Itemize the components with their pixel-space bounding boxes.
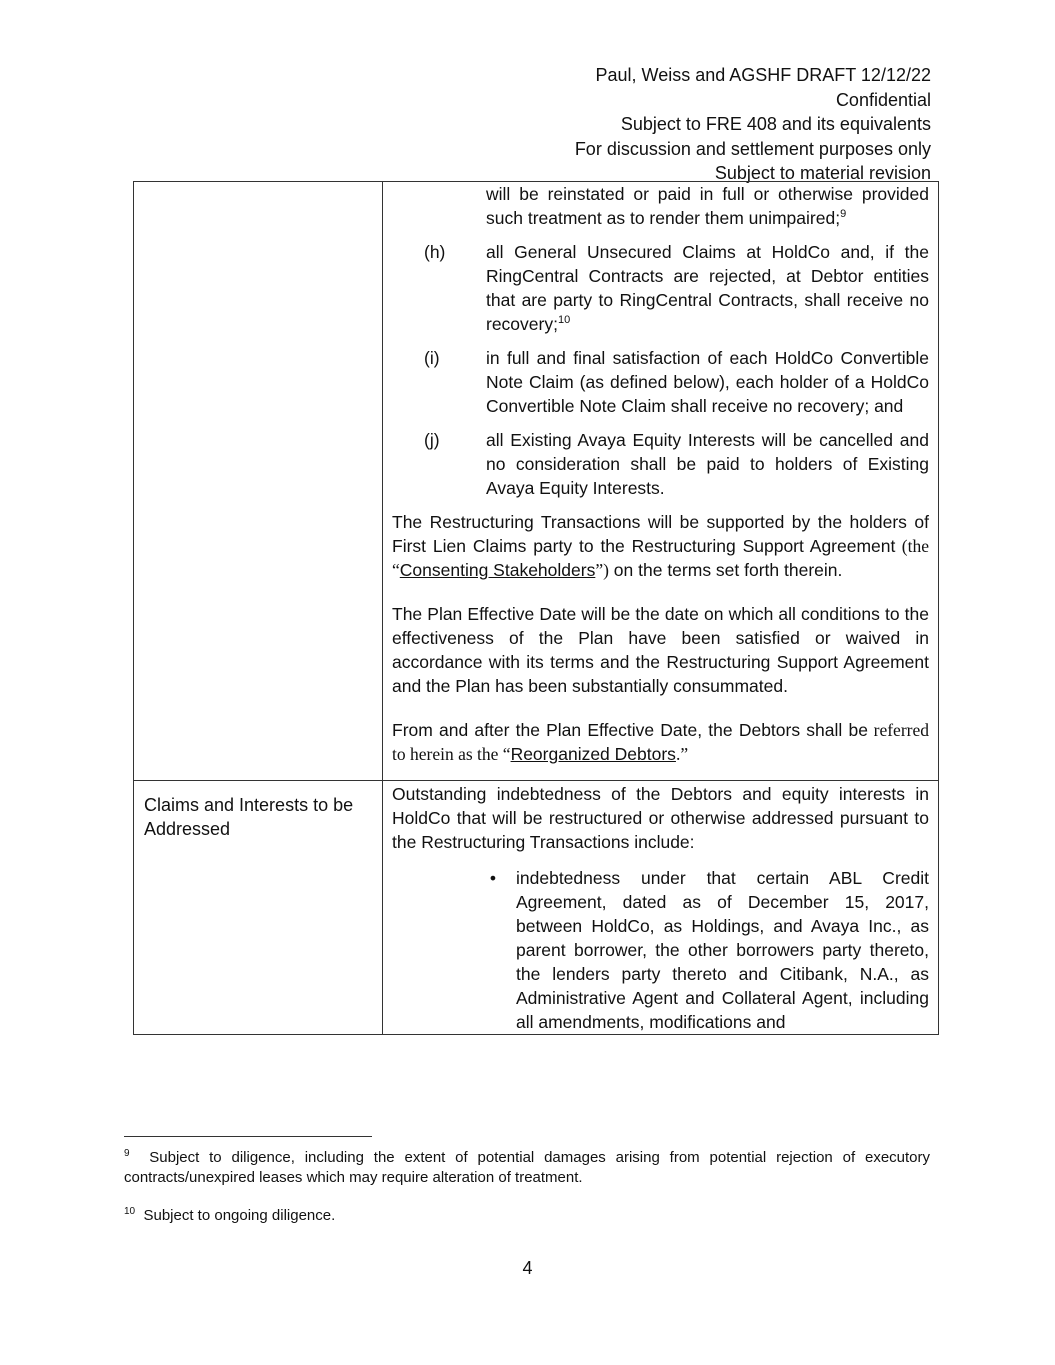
row2-label-cell bbox=[134, 781, 383, 1035]
item-marker: (j) bbox=[424, 430, 440, 450]
draft-line: Paul, Weiss and AGSHF DRAFT 12/12/22 bbox=[595, 65, 931, 85]
row2-content-cell bbox=[383, 781, 939, 1035]
confidential-line: Confidential bbox=[835, 89, 931, 110]
item-marker: (h) bbox=[424, 242, 446, 262]
continued-item: will be reinstated or paid in full or otherwise provided such treatment as to render them unimpaired;$^9$ bbox=[486, 184, 929, 228]
item-text: all Existing Avaya Equity Interests will be cancelled and no consideration shall be paid to holders of Existing Avaya Equity Interests. bbox=[486, 430, 929, 498]
reorganized-debtors-paragraph: From and after the Plan Effective Date, the Debtors shall be referred to herein as the “Reorganized Debtors.” bbox=[392, 720, 929, 764]
footnote: $^{10}$ Subject to ongoing diligence. bbox=[124, 1206, 336, 1224]
term-sheet-table bbox=[133, 181, 939, 1035]
footnotes bbox=[124, 1148, 930, 1244]
item-text: in full and final satisfaction of each HoldCo Convertible Note Claim (as defined below), each holder of a HoldCo Convertible Note Claim shall receive no recovery; and bbox=[486, 348, 929, 416]
settlement-line: For discussion and settlement purposes only bbox=[574, 138, 931, 159]
fre-line: Subject to FRE 408 and its equivalents bbox=[620, 114, 931, 134]
row1-content-cell bbox=[383, 182, 939, 781]
revision-line: Subject to material revision bbox=[714, 163, 931, 183]
footnote: $^9$ Subject to diligence, including the extent of potential damages arising from potential rejection of executory contracts/unexpired leases which may require alteration of treatment. bbox=[124, 1148, 931, 1186]
defined-term: Consenting Stakeholders bbox=[399, 560, 596, 580]
list-item bbox=[392, 240, 929, 336]
page-number: 4 bbox=[522, 1258, 533, 1278]
plan-effective-date-paragraph: The Plan Effective Date will be the date on which all conditions to the effectiveness of the Plan have been satisfied or waived in accordance with its terms and the Restructuring Support Agreement and the Plan has been substantially consummated. bbox=[392, 604, 929, 696]
bullet-icon: • bbox=[489, 868, 496, 888]
list-item bbox=[392, 346, 929, 418]
row-label: Claims and Interests to be Addressed bbox=[144, 795, 354, 839]
footnote-ref: 9 bbox=[840, 208, 847, 221]
item-text: all General Unsecured Claims at HoldCo and, if the RingCentral Contracts are rejected, at Debtor entities that are party to RingCentral Contracts, shall receive no recovery;$^{10}$ bbox=[486, 242, 929, 334]
table-row bbox=[134, 182, 939, 781]
list-item bbox=[392, 866, 929, 1034]
consenting-stakeholders-paragraph: The Restructuring Transactions will be supported by the holders of First Lien Claims party to the Restructuring Support Agreement (the “Consenting Stakeholders”) on the terms set forth therein. bbox=[392, 512, 929, 580]
intro-paragraph: Outstanding indebtedness of the Debtors and equity interests in HoldCo that will be restructured or otherwise addressed pursuant to the Restructuring Transactions include: bbox=[392, 784, 929, 852]
table-row bbox=[134, 781, 939, 1035]
footnote-separator bbox=[124, 1136, 372, 1137]
document-header bbox=[575, 63, 931, 186]
bullet-text: indebtedness under that certain ABL Credit Agreement, dated as of December 15, 2017, between HoldCo, as Holdings, and Avaya Inc., as parent borrower, the other borrowers party thereto, the lenders party thereto and Citibank, N.A., as Administrative Agent and Collateral Agent, including all amendments, modifications and bbox=[516, 868, 929, 1032]
footnote-ref: 10 bbox=[557, 314, 571, 327]
defined-term: Reorganized Debtors bbox=[510, 744, 676, 764]
footnote-number: 10 bbox=[124, 1206, 136, 1217]
list-item bbox=[392, 428, 929, 500]
row1-label-cell bbox=[134, 182, 383, 781]
item-marker: (i) bbox=[424, 348, 440, 368]
footnote-number: 9 bbox=[124, 1148, 130, 1159]
